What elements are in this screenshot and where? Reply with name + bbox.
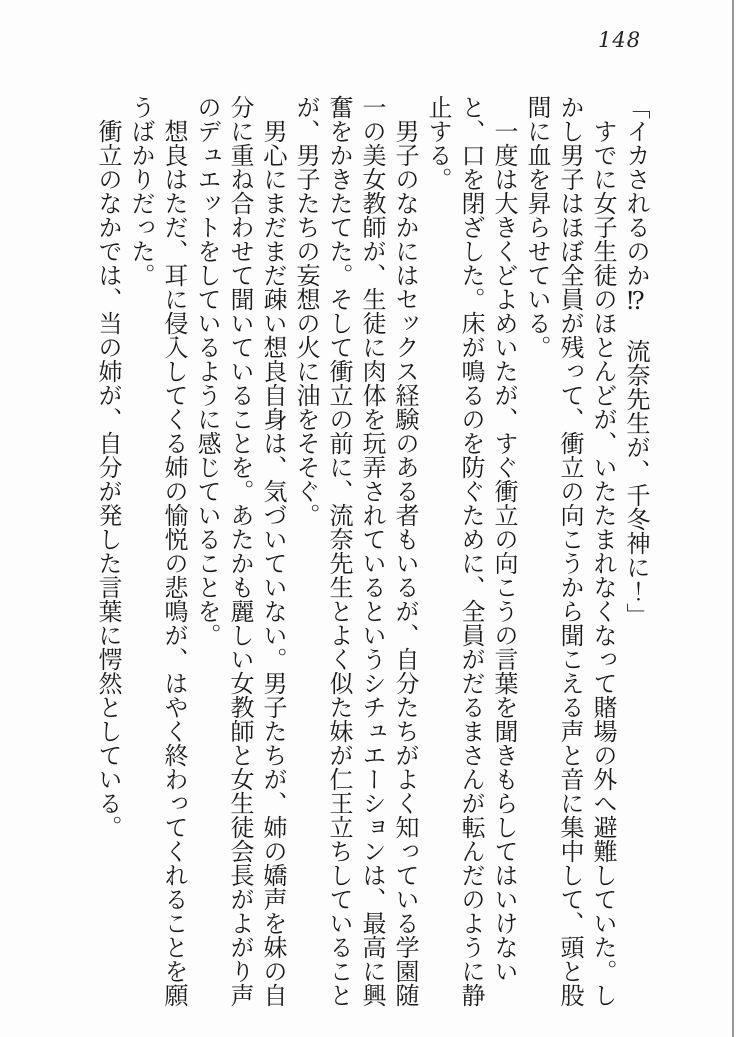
paragraph: 男子のなかにはセックス経験のある者もいるが、自分たちがよく知っている学園随一の美女教師が、生徒に肉体を玩弄されているというシチュエーションは、最高に興奮をかきたてた。そして衝立の前に、流奈先生とよく似た妹が仁王立ちしていることが、男子たちの妄想の火に油をそそぐ。 <box>292 95 419 1007</box>
paragraph: すでに女子生徒のほとんどが、いたたまれなくなって賭場の外へ避難していた。しかし男子はほぼ全員が残って、衝立の向こうから聞こえる声と音に集中して、頭と股間に血を昇らせている。 <box>523 95 617 1007</box>
paragraph: 衝立のなかでは、当の姉が、自分が発した言葉に愕然としている。 <box>94 119 122 839</box>
vertical-text-block <box>91 95 652 1007</box>
paragraph-dialogue: 「イカされるのか⁉ 流奈先生が、千冬神に！」 <box>622 95 650 627</box>
page-edge-line <box>732 0 734 1037</box>
paragraph: 一度は大きくどよめいたが、すぐ衝立の向こうの言葉を聞きもらしてはいけないと、口を閉ざした。床が鳴るのを防ぐために、全員がだるまさんが転んだのように静止する。 <box>424 95 518 1007</box>
paragraph: 男心にまだまだ疎い想良自身は、気づいていない。男子たちが、姉の嬌声を妹の自分に重ね合わせて聞いていることを。あたかも麗しい女教師と女生徒会長がよがり声のデュエットをしているように感じていることを。 <box>193 95 287 1007</box>
page-number: 148 <box>598 28 642 52</box>
paragraph: 想良はただ、耳に侵入してくる姉の愉悦の悲鳴が、はやく終わってくれることを願うばかりだった。 <box>127 95 188 1007</box>
